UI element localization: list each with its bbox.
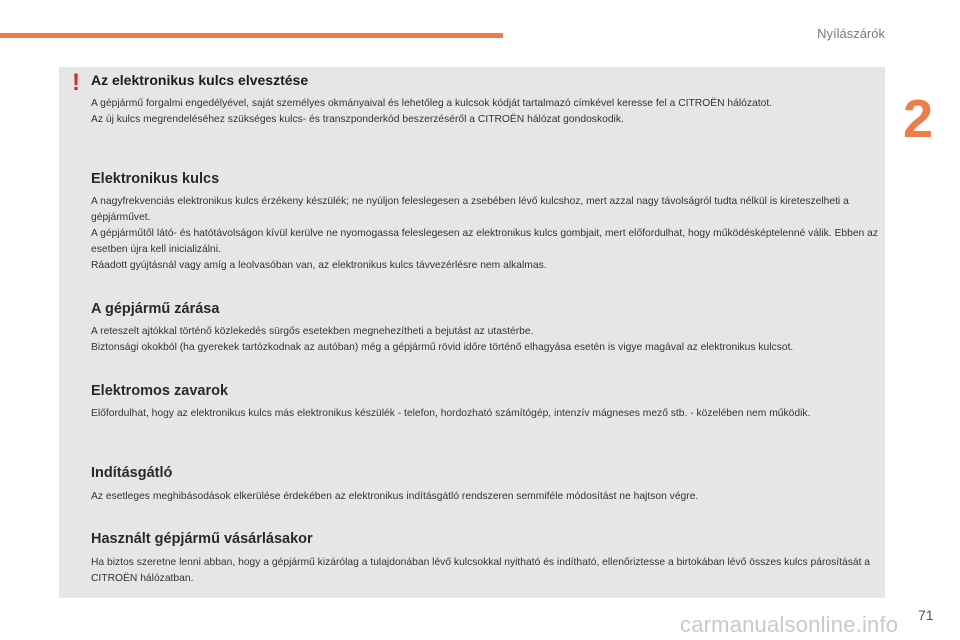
watermark: carmanualsonline.info — [680, 612, 899, 637]
exclamation-icon: ! — [72, 69, 80, 96]
chapter-number: 2 — [903, 89, 934, 149]
page-number: 71 — [918, 607, 934, 623]
section-text-hasznalt-gepjarmu — [91, 555, 881, 587]
section-title: Nyílászárók — [817, 26, 885, 41]
warning-text — [91, 96, 881, 128]
paragraph-line: A nagyfrekvenciás elektronikus kulcs érzékeny készülék; ne nyúljon feleslegesen a zsebében lévő kulcshoz, mert azzal nagy távolságról tudta nélkül is kireteszelheti a gépjárművet. — [91, 196, 849, 223]
section-heading-elektromos-zavarok: Elektromos zavarok — [91, 383, 229, 399]
paragraph-line: Az új kulcs megrendeléséhez szükséges kulcs- és transzponderkód beszerzéséről a CITROËN hálózat gondoskodik. — [91, 114, 624, 125]
paragraph-line: Az esetleges meghibásodások elkerülése érdekében az elektronikus indításgátló rendszeren semmiféle módosítást ne hajtson végre. — [91, 491, 699, 502]
paragraph-line: A gépjármű forgalmi engedélyével, saját személyes okmányaival és lehetőleg a kulcsok kódját tartalmazó címkével keresse fel a CITROËN hálózatot. — [91, 98, 773, 109]
section-heading-inditasgatlo: Indításgátló — [91, 465, 173, 481]
section-text-elektronikus-kulcs — [91, 194, 881, 274]
section-heading-elektronikus-kulcs: Elektronikus kulcs — [91, 171, 220, 187]
paragraph-line: Ráadott gyújtásnál vagy amíg a leolvasóban van, az elektronikus kulcs távvezérlésre nem alkalmas. — [91, 260, 547, 271]
paragraph-line: Biztonsági okokból (ha gyerekek tartózkodnak az autóban) még a gépjármű rövid időre történő elhagyása esetén is vigye magával az elektronikus kulcsot. — [91, 342, 794, 353]
paragraph-line: Előfordulhat, hogy az elektronikus kulcs más elektronikus készülék - telefon, hordozható számítógép, intenzív mágneses mező stb. - közelében nem működik. — [91, 408, 811, 419]
paragraph-line: A gépjárműtől látó- és hatótávolságon kívül kerülve ne nyomogassa feleslegesen az elektronikus kulcs gombjait, mert előfordulhat, hogy működésképtelenné válik. Ebben az esetben újra kell inicializálni. — [91, 228, 879, 255]
paragraph-line: A reteszelt ajtókkal történő közlekedés sürgős esetekben megnehezítheti a bejutást az utastérbe. — [91, 326, 534, 337]
top-accent-bar — [0, 33, 503, 38]
section-heading-zarasa: A gépjármű zárása — [91, 301, 220, 317]
section-text-inditasgatlo — [91, 489, 881, 505]
section-text-elektromos-zavarok — [91, 406, 881, 422]
section-heading-hasznalt-gepjarmu: Használt gépjármű vásárlásakor — [91, 531, 313, 547]
section-text-zarasa — [91, 324, 881, 356]
warning-title: Az elektronikus kulcs elvesztése — [91, 72, 309, 88]
paragraph-line: Ha biztos szeretne lenni abban, hogy a gépjármű kizárólag a tulajdonában lévő kulcsokkal nyitható és indítható, ellenőriztesse a birtokában lévő összes kulcs párosítását a CITROËN hálózatban. — [91, 557, 871, 584]
